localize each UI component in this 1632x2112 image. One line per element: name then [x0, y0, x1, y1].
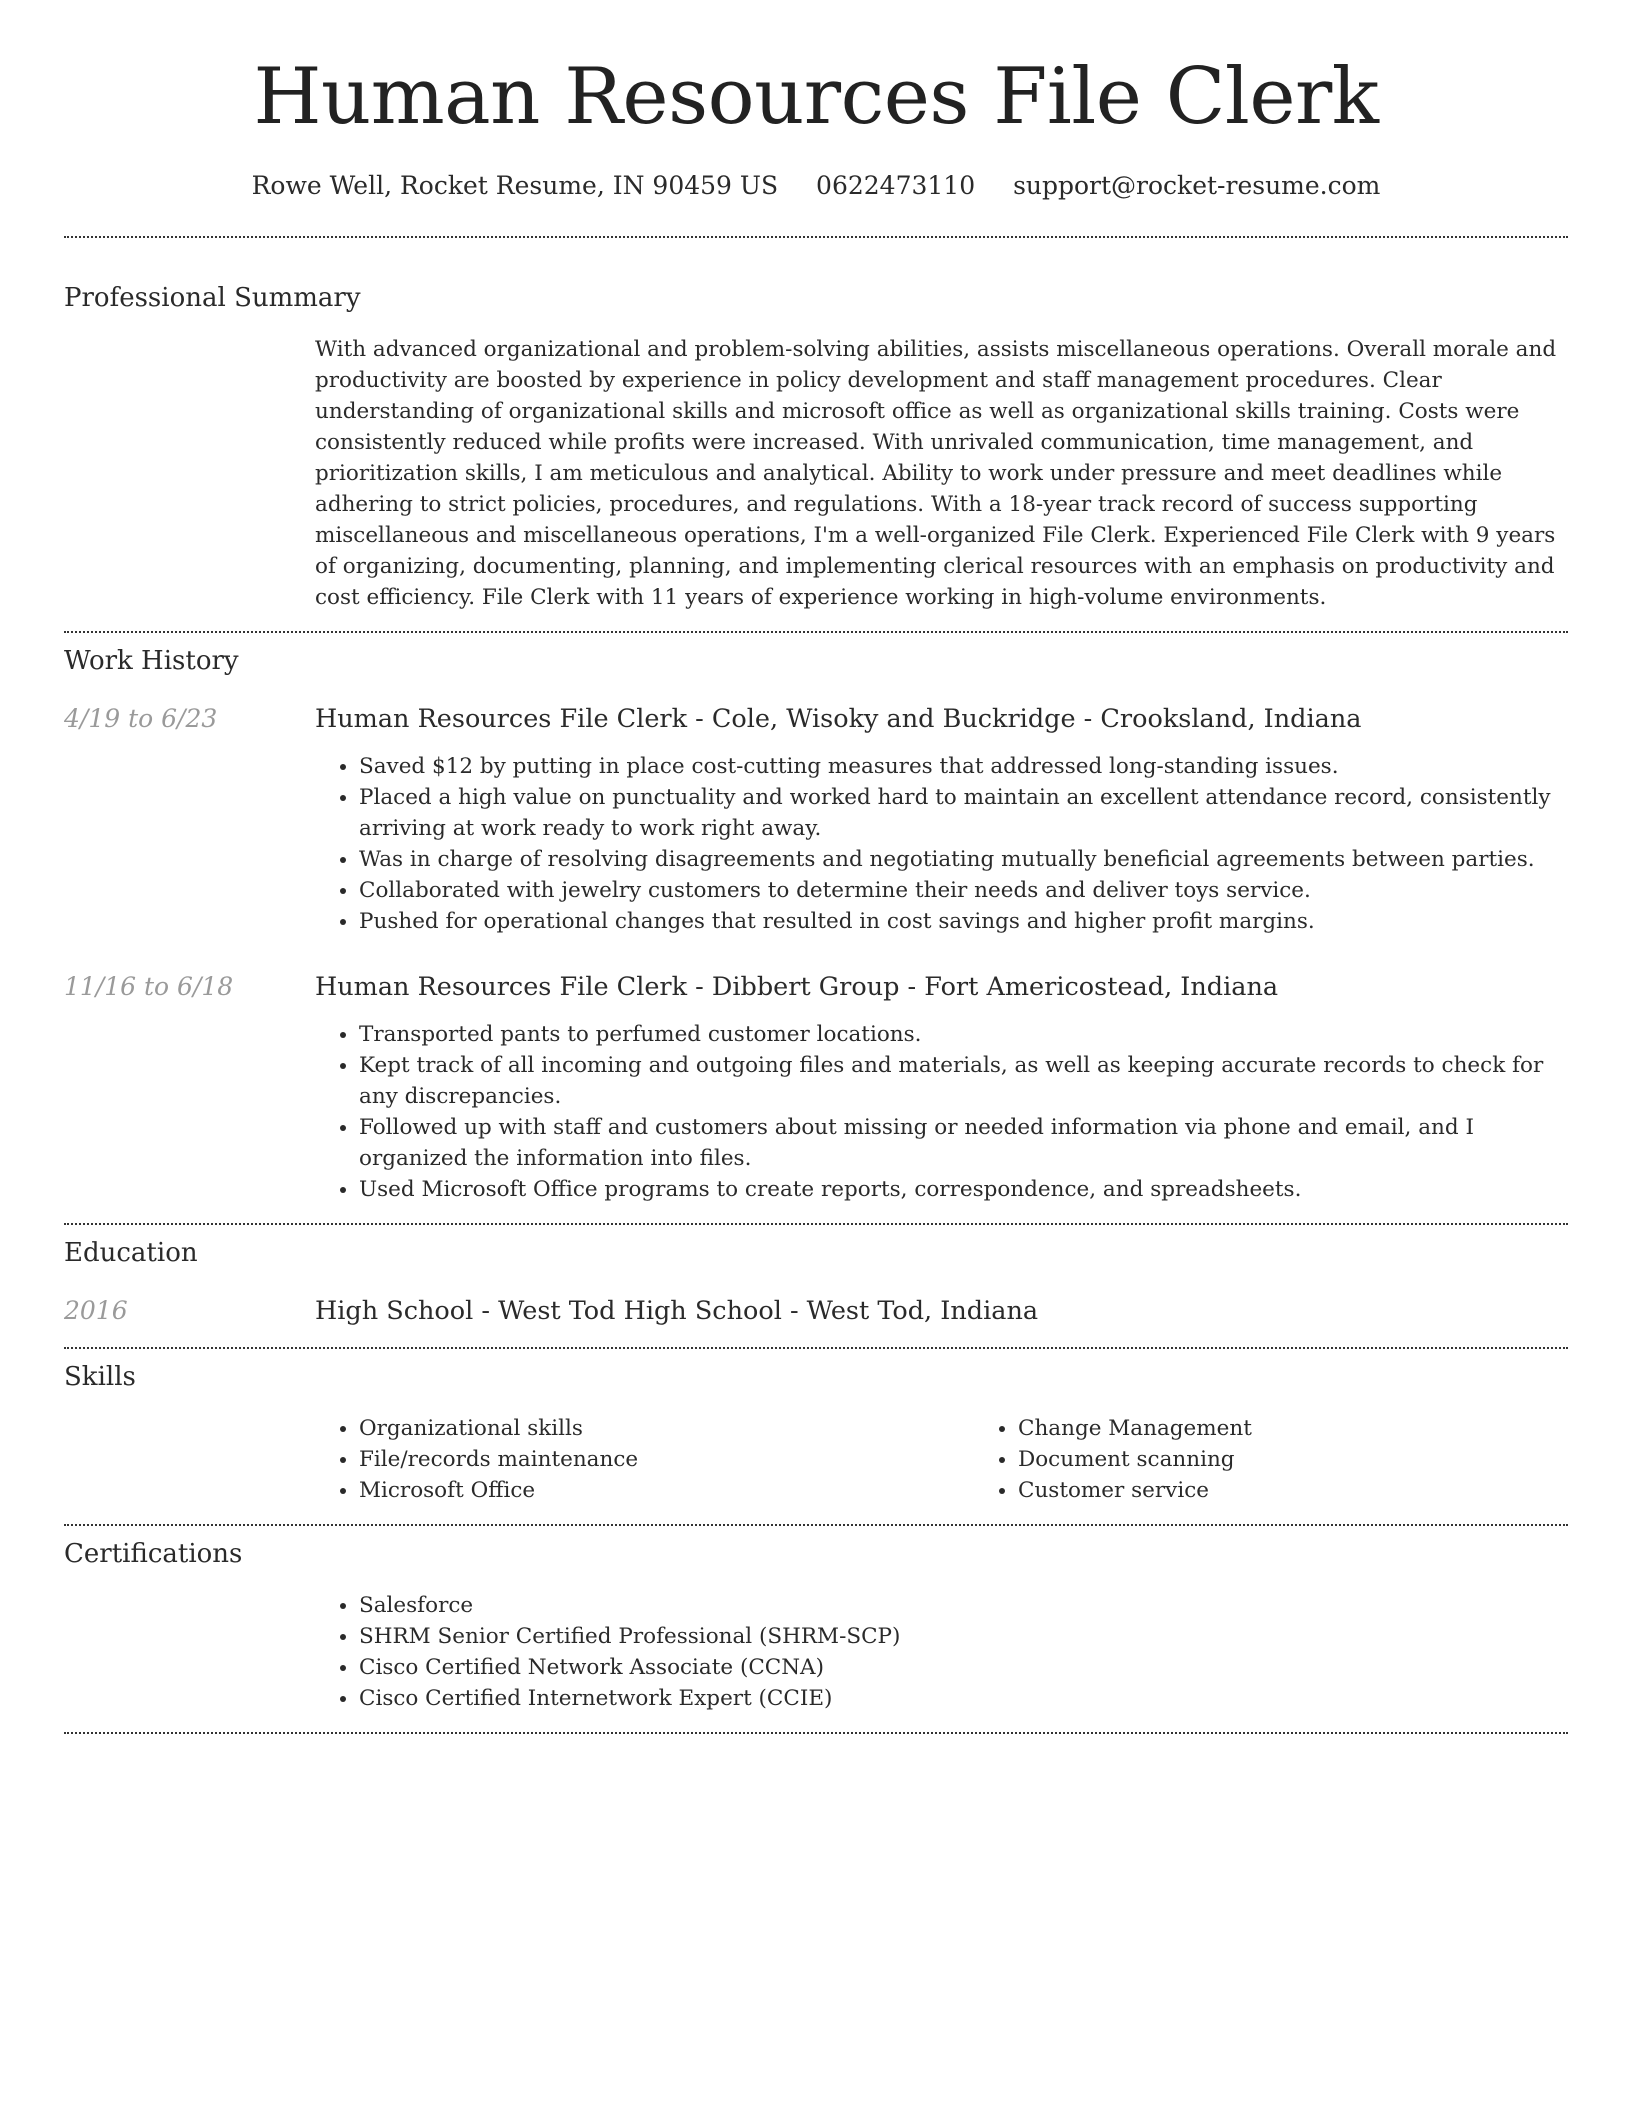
list-item: • Cisco Certified Network Associate (CCNA)	[359, 1652, 1568, 1683]
list-item: • Saved $12 by putting in place cost-cutting measures that addressed long-standing issues.	[359, 751, 1568, 782]
certifications-list	[315, 1590, 1568, 1714]
job-dates: 4/19 to 6/23	[64, 704, 218, 733]
resume-page	[64, 0, 1568, 1734]
list-item: • Followed up with staff and customers about missing or needed information via phone and email, and I organized the information into files.	[359, 1112, 1568, 1174]
section-title-work-history: Work History	[64, 646, 239, 676]
list-item: • SHRM Senior Certified Professional (SHRM-SCP)	[359, 1621, 1568, 1652]
section-title-skills: Skills	[64, 1362, 136, 1392]
candidate-name: Human Resources File Clerk	[253, 52, 1379, 142]
skills-grid	[315, 1413, 1632, 1506]
list-item: • Cisco Certified Internetwork Expert (CCIE)	[359, 1683, 1568, 1714]
job-entry	[64, 703, 1568, 937]
list-item: • Change Management	[1018, 1413, 1632, 1444]
contact-phone: 0622473110	[816, 171, 976, 200]
list-item: • Organizational skills	[359, 1413, 974, 1444]
list-item: • Collaborated with jewelry customers to determine their needs and deliver toys service.	[359, 875, 1568, 906]
divider	[64, 1223, 1568, 1225]
list-item: • Pushed for operational changes that resulted in cost savings and higher profit margins.	[359, 906, 1568, 937]
list-item: • Document scanning	[1018, 1444, 1632, 1475]
list-item: • Transported pants to perfumed customer locations.	[359, 1019, 1568, 1050]
section-title-certifications: Certifications	[64, 1539, 243, 1569]
list-item: • Customer service	[1018, 1475, 1632, 1506]
list-item: • Was in charge of resolving disagreements and negotiating mutually beneficial agreements between parties.	[359, 844, 1568, 875]
contact-address: Rowe Well, Rocket Resume, IN 90459 US	[251, 171, 779, 200]
summary-text: With advanced organizational and problem-solving abilities, assists miscellaneous operations. Overall morale and productivity are boosted by experience in policy development and staff management procedures. Clear understanding of organizational skills and microsoft office as well as organizational skills training. Costs were consistently reduced while profits were increased. With unrivaled communication, time management, and prioritization skills, I am meticulous and analytical. Ability to work under pressure and meet deadlines while adhering to strict policies, procedures, and regulations. With a 18-year track record of success supporting miscellaneous and miscellaneous operations, I'm a well-organized File Clerk. Experienced File Clerk with 9 years of organizing, documenting, planning, and implementing clerical resources with an emphasis on productivity and cost efficiency. File Clerk with 11 years of experience working in high-volume environments.	[315, 337, 1557, 610]
divider	[64, 1524, 1568, 1526]
job-bullets	[315, 751, 1568, 937]
job-entry	[64, 971, 1568, 1205]
job-dates: 11/16 to 6/18	[64, 972, 234, 1001]
section-title-education: Education	[64, 1238, 198, 1268]
divider	[64, 1347, 1568, 1349]
contact-line	[64, 170, 1568, 202]
list-item: • Salesforce	[359, 1590, 1568, 1621]
divider	[64, 1732, 1568, 1734]
job-heading: Human Resources File Clerk - Dibbert Group - Fort Americostead, Indiana	[315, 972, 1279, 1002]
divider	[64, 236, 1568, 238]
skills-list-left	[315, 1413, 974, 1506]
skills-list-right	[974, 1413, 1632, 1506]
section-title-summary: Professional Summary	[64, 283, 361, 313]
divider	[64, 631, 1568, 633]
education-heading: High School - West Tod High School - West Tod, Indiana	[315, 1296, 1039, 1326]
contact-email: support@rocket-resume.com	[1013, 171, 1381, 200]
education-year: 2016	[64, 1296, 128, 1325]
list-item: • Kept track of all incoming and outgoing files and materials, as well as keeping accurate records to check for any discrepancies.	[359, 1050, 1568, 1112]
list-item: • Placed a high value on punctuality and worked hard to maintain an excellent attendance record, consistently arriving at work ready to work right away.	[359, 782, 1568, 844]
job-heading: Human Resources File Clerk - Cole, Wisoky and Buckridge - Crooksland, Indiana	[315, 704, 1362, 734]
list-item: • Used Microsoft Office programs to create reports, correspondence, and spreadsheets.	[359, 1174, 1568, 1205]
list-item: • File/records maintenance	[359, 1444, 974, 1475]
education-entry	[64, 1295, 1568, 1327]
job-bullets	[315, 1019, 1568, 1205]
list-item: • Microsoft Office	[359, 1475, 974, 1506]
